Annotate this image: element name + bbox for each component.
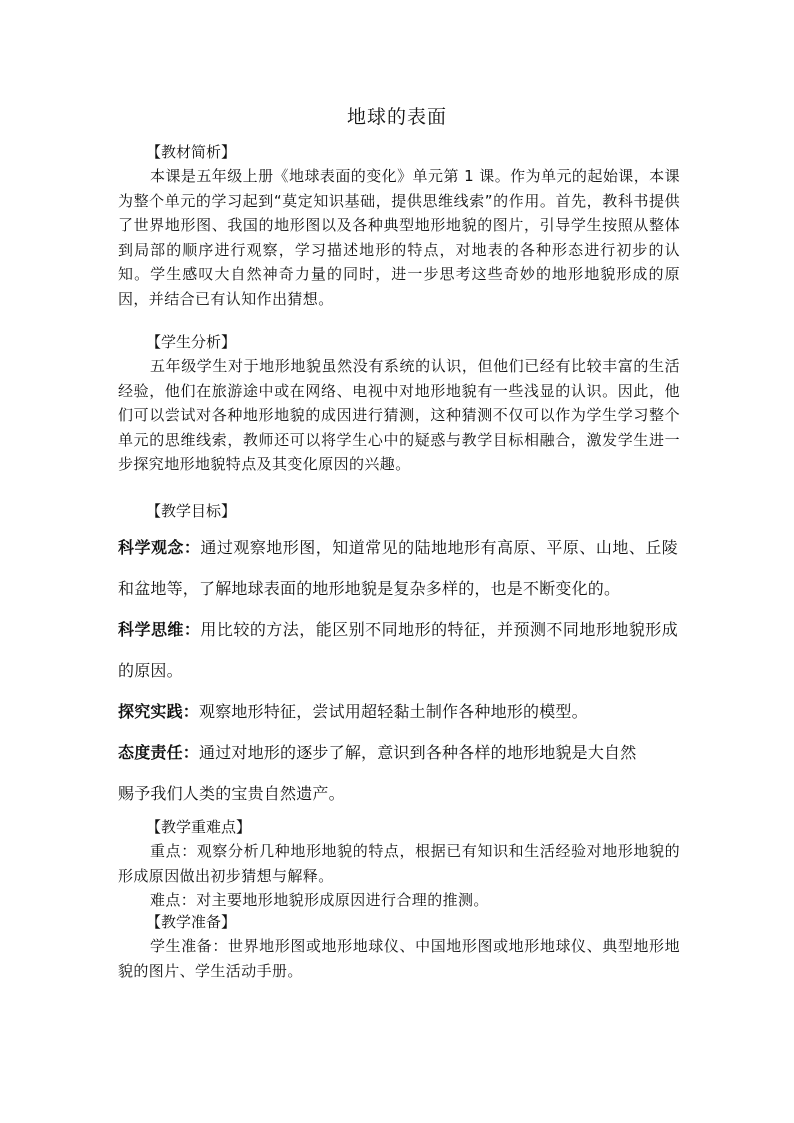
goal-science-concept <box>118 527 678 609</box>
page-title: 地球的表面 <box>346 106 447 128</box>
preparation-section <box>118 910 680 983</box>
goal-text: 通过观察地形图，知道常见的陆地地形有高原、平原、山地、丘陵和盆地等，了解地球表面的地形地貌是复杂多样的，也是不断变化的。 <box>118 538 678 598</box>
student-analysis-section <box>118 330 680 477</box>
teaching-goals-section <box>118 499 680 523</box>
student-analysis-heading: 【学生分析】 <box>146 333 237 351</box>
textbook-analysis-section <box>118 140 680 312</box>
goal-science-thinking <box>118 609 678 691</box>
student-analysis-paragraph: 五年级学生对于地形地貌虽然没有系统的认识，但他们已经有比较丰富的生活经验，他们在旅游途中或在网络、电视中对地形地貌有一些浅显的认识。因此，他们可以尝试对各种地形地貌的成因进行猜测，这种猜测不仅可以作为学生学习整个单元的思维线索，教师还可以将学生心中的疑惑与教学目标相融合，激发学生进一步探究地形地貌特点及其变化原因的兴趣。 <box>118 357 680 474</box>
goal-label: 科学观念： <box>118 538 201 557</box>
preparation-paragraph: 学生准备：世界地形图或地形地球仪、中国地形图或地形地球仪、典型地形地貌的图片、学生活动手册。 <box>118 937 680 980</box>
goal-text-continued: 赐予我们人类的宝贵自然遗产。 <box>118 784 345 803</box>
preparation-heading: 【教学准备】 <box>146 913 237 931</box>
goal-attitude-responsibility <box>118 732 678 814</box>
goal-inquiry-practice <box>118 691 678 732</box>
teaching-goals-heading: 【教学目标】 <box>146 502 237 520</box>
key-points-heading: 【教学重难点】 <box>146 818 252 836</box>
goal-label: 探究实践： <box>118 702 200 721</box>
textbook-analysis-heading: 【教材简析】 <box>146 143 237 161</box>
textbook-analysis-paragraph: 本课是五年级上册《地球表面的变化》单元第 1 课。作为单元的起始课，本课为整个单元的学习起到“莫定知识基础，提供思维线索”的作用。首先，教科书提供了世界地形图、我国的地形图以及各种典型地形地貌的图片，引导学生按照从整体到局部的顺序进行观察，学习描述地形的特点，对地表的各种形态进行初步的认知。学生感叹大自然神奇力量的同时，进一步思考这些奇妙的地形地貌形成的原因，并结合已有认知作出猜想。 <box>118 167 680 308</box>
key-point-paragraph: 重点：观察分析几种地形地貌的特点，根据已有知识和生活经验对地形地貌的形成原因做出初步猜想与解释。 <box>118 842 680 885</box>
difficult-point-paragraph: 难点：对主要地形地貌形成原因进行合理的推测。 <box>150 891 489 910</box>
goal-text: 观察地形特征，尝试用超轻黏土制作各种地形的模型。 <box>199 702 588 721</box>
goal-text: 通过对地形的逐步了解，意识到各种各样的地形地貌是大自然 <box>199 743 637 762</box>
goal-label: 科学思维： <box>118 620 201 639</box>
goal-text: 用比较的方法，能区别不同地形的特征，并预测不同地形地貌形成的原因。 <box>118 620 678 680</box>
key-points-section <box>118 815 680 913</box>
goal-label: 态度责任： <box>118 743 200 762</box>
